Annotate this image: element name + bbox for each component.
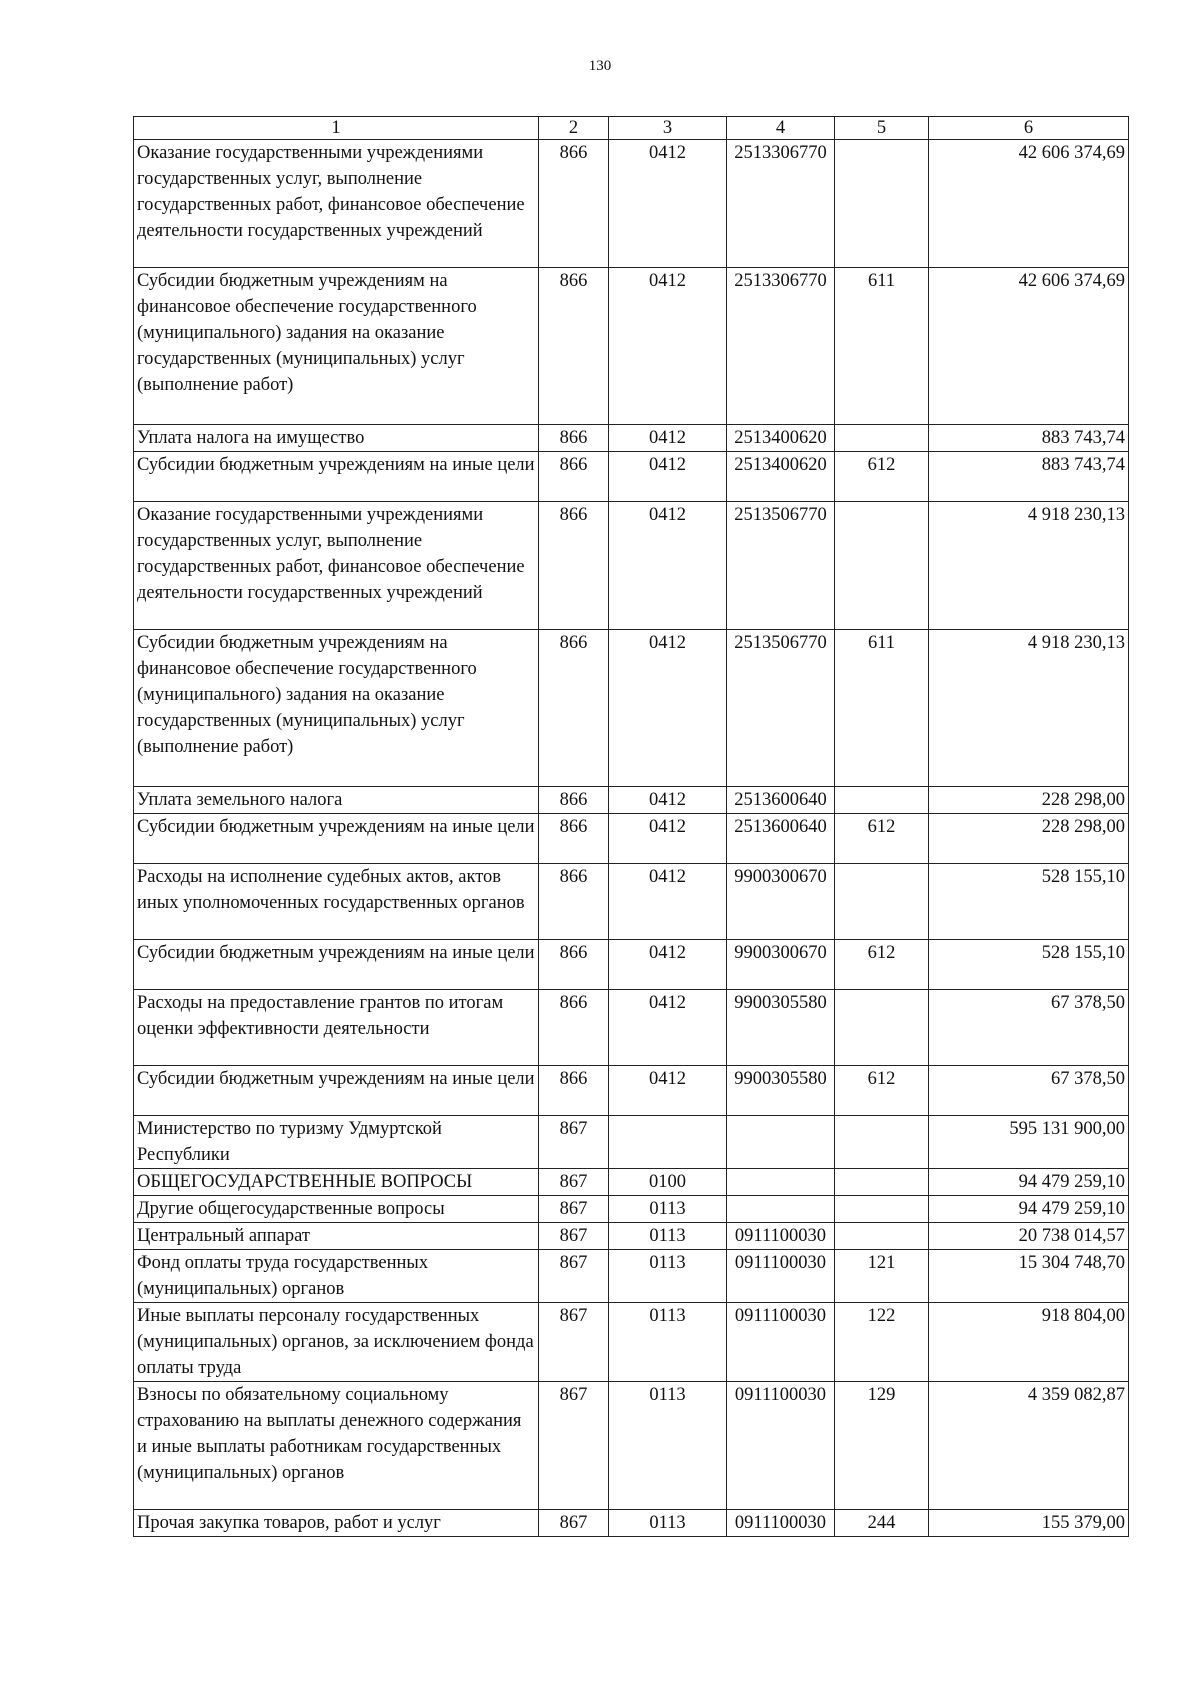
row-amount: 4 359 082,87 bbox=[929, 1382, 1129, 1510]
row-code-5: 611 bbox=[835, 268, 929, 425]
row-code-5: 612 bbox=[835, 452, 929, 502]
row-code-5: 244 bbox=[835, 1510, 929, 1537]
row-description: Субсидии бюджетным учреждениям на иные цели bbox=[134, 814, 539, 864]
row-amount: 883 743,74 bbox=[929, 452, 1129, 502]
row-code-3 bbox=[609, 1116, 727, 1169]
row-code-2: 866 bbox=[539, 425, 609, 452]
row-amount: 595 131 900,00 bbox=[929, 1116, 1129, 1169]
row-code-2: 866 bbox=[539, 814, 609, 864]
row-code-4: 0911100030 bbox=[727, 1250, 835, 1303]
row-code-5: 612 bbox=[835, 814, 929, 864]
row-description: Уплата налога на имущество bbox=[134, 425, 539, 452]
row-code-5: 612 bbox=[835, 940, 929, 990]
row-description: Субсидии бюджетным учреждениям на иные цели bbox=[134, 452, 539, 502]
table-row bbox=[134, 814, 1129, 864]
row-description: Оказание государственными учреждениями государственных услуг, выполнение государственных работ, финансовое обеспечение деятельности государственных учреждений bbox=[134, 140, 539, 268]
row-code-4: 2513306770 bbox=[727, 268, 835, 425]
row-code-3: 0113 bbox=[609, 1303, 727, 1382]
row-description: Оказание государственными учреждениями государственных услуг, выполнение государственных работ, финансовое обеспечение деятельности государственных учреждений bbox=[134, 502, 539, 630]
column-header: 4 bbox=[727, 117, 835, 140]
row-code-4 bbox=[727, 1169, 835, 1196]
table-row bbox=[134, 140, 1129, 268]
row-description: Иные выплаты персоналу государственных (муниципальных) органов, за исключением фонда оплаты труда bbox=[134, 1303, 539, 1382]
row-description: Субсидии бюджетным учреждениям на иные цели bbox=[134, 940, 539, 990]
row-code-3: 0113 bbox=[609, 1382, 727, 1510]
row-code-5 bbox=[835, 1116, 929, 1169]
row-code-2: 866 bbox=[539, 502, 609, 630]
table-row bbox=[134, 630, 1129, 787]
row-amount: 20 738 014,57 bbox=[929, 1223, 1129, 1250]
table-row bbox=[134, 864, 1129, 940]
row-code-2: 866 bbox=[539, 940, 609, 990]
row-code-4: 2513400620 bbox=[727, 452, 835, 502]
row-code-2: 866 bbox=[539, 630, 609, 787]
row-code-3: 0412 bbox=[609, 502, 727, 630]
table-row bbox=[134, 502, 1129, 630]
row-code-4: 0911100030 bbox=[727, 1223, 835, 1250]
row-description: Субсидии бюджетным учреждениям на иные цели bbox=[134, 1066, 539, 1116]
column-header: 6 bbox=[929, 117, 1129, 140]
column-header: 1 bbox=[134, 117, 539, 140]
row-code-4: 0911100030 bbox=[727, 1303, 835, 1382]
row-code-5: 612 bbox=[835, 1066, 929, 1116]
row-code-5: 121 bbox=[835, 1250, 929, 1303]
row-code-4: 2513600640 bbox=[727, 787, 835, 814]
row-code-3: 0412 bbox=[609, 814, 727, 864]
row-code-3: 0412 bbox=[609, 940, 727, 990]
row-description: Уплата земельного налога bbox=[134, 787, 539, 814]
row-code-4: 0911100030 bbox=[727, 1510, 835, 1537]
row-description: Расходы на предоставление грантов по итогам оценки эффективности деятельности bbox=[134, 990, 539, 1066]
table-row bbox=[134, 1250, 1129, 1303]
row-amount: 94 479 259,10 bbox=[929, 1196, 1129, 1223]
row-description: Центральный аппарат bbox=[134, 1223, 539, 1250]
row-code-2: 866 bbox=[539, 787, 609, 814]
row-code-4: 2513506770 bbox=[727, 502, 835, 630]
table-row bbox=[134, 1169, 1129, 1196]
row-code-4: 2513506770 bbox=[727, 630, 835, 787]
table-row bbox=[134, 1223, 1129, 1250]
row-code-3: 0412 bbox=[609, 1066, 727, 1116]
row-amount: 883 743,74 bbox=[929, 425, 1129, 452]
row-code-4: 9900305580 bbox=[727, 990, 835, 1066]
budget-table bbox=[133, 116, 1129, 1537]
row-code-2: 867 bbox=[539, 1116, 609, 1169]
row-code-2: 867 bbox=[539, 1250, 609, 1303]
table-row bbox=[134, 990, 1129, 1066]
row-description: Взносы по обязательному социальному страхованию на выплаты денежного содержания и иные выплаты работникам государственных (муниципальных) органов bbox=[134, 1382, 539, 1510]
row-code-4: 9900305580 bbox=[727, 1066, 835, 1116]
row-code-4: 2513400620 bbox=[727, 425, 835, 452]
row-amount: 15 304 748,70 bbox=[929, 1250, 1129, 1303]
row-description: Субсидии бюджетным учреждениям на финансовое обеспечение государственного (муниципального) задания на оказание государственных (муниципальных) услуг (выполнение работ) bbox=[134, 630, 539, 787]
row-amount: 42 606 374,69 bbox=[929, 140, 1129, 268]
row-code-5: 129 bbox=[835, 1382, 929, 1510]
row-code-2: 866 bbox=[539, 452, 609, 502]
row-code-5: 122 bbox=[835, 1303, 929, 1382]
row-amount: 67 378,50 bbox=[929, 1066, 1129, 1116]
row-code-5 bbox=[835, 864, 929, 940]
row-code-3: 0412 bbox=[609, 864, 727, 940]
row-amount: 155 379,00 bbox=[929, 1510, 1129, 1537]
row-code-4: 9900300670 bbox=[727, 940, 835, 990]
row-code-2: 866 bbox=[539, 864, 609, 940]
row-code-5 bbox=[835, 787, 929, 814]
table-row bbox=[134, 1303, 1129, 1382]
row-code-3: 0412 bbox=[609, 268, 727, 425]
row-amount: 528 155,10 bbox=[929, 940, 1129, 990]
table-row bbox=[134, 1066, 1129, 1116]
row-description: ОБЩЕГОСУДАРСТВЕННЫЕ ВОПРОСЫ bbox=[134, 1169, 539, 1196]
row-code-5 bbox=[835, 425, 929, 452]
row-code-2: 867 bbox=[539, 1510, 609, 1537]
row-code-2: 866 bbox=[539, 990, 609, 1066]
row-code-3: 0100 bbox=[609, 1169, 727, 1196]
row-amount: 4 918 230,13 bbox=[929, 630, 1129, 787]
row-code-2: 867 bbox=[539, 1382, 609, 1510]
row-code-3: 0412 bbox=[609, 630, 727, 787]
row-code-4: 2513306770 bbox=[727, 140, 835, 268]
row-description: Прочая закупка товаров, работ и услуг bbox=[134, 1510, 539, 1537]
row-code-3: 0412 bbox=[609, 787, 727, 814]
table-header-row bbox=[134, 117, 1129, 140]
row-amount: 4 918 230,13 bbox=[929, 502, 1129, 630]
row-code-2: 867 bbox=[539, 1169, 609, 1196]
row-amount: 42 606 374,69 bbox=[929, 268, 1129, 425]
row-code-5 bbox=[835, 1223, 929, 1250]
table-row bbox=[134, 452, 1129, 502]
row-code-4: 0911100030 bbox=[727, 1382, 835, 1510]
row-code-4 bbox=[727, 1196, 835, 1223]
row-amount: 528 155,10 bbox=[929, 864, 1129, 940]
row-code-3: 0113 bbox=[609, 1196, 727, 1223]
table-row bbox=[134, 268, 1129, 425]
row-code-5 bbox=[835, 1196, 929, 1223]
row-code-3: 0412 bbox=[609, 990, 727, 1066]
table-row bbox=[134, 1510, 1129, 1537]
table-row bbox=[134, 787, 1129, 814]
table-row bbox=[134, 1196, 1129, 1223]
row-description: Субсидии бюджетным учреждениям на финансовое обеспечение государственного (муниципального) задания на оказание государственных (муниципальных) услуг (выполнение работ) bbox=[134, 268, 539, 425]
table-row bbox=[134, 1382, 1129, 1510]
row-code-2: 867 bbox=[539, 1196, 609, 1223]
row-amount: 918 804,00 bbox=[929, 1303, 1129, 1382]
row-code-5 bbox=[835, 990, 929, 1066]
column-header: 3 bbox=[609, 117, 727, 140]
row-code-5: 611 bbox=[835, 630, 929, 787]
row-description: Другие общегосударственные вопросы bbox=[134, 1196, 539, 1223]
row-code-2: 867 bbox=[539, 1223, 609, 1250]
row-code-3: 0412 bbox=[609, 140, 727, 268]
row-amount: 67 378,50 bbox=[929, 990, 1129, 1066]
row-code-2: 866 bbox=[539, 1066, 609, 1116]
row-code-3: 0113 bbox=[609, 1250, 727, 1303]
row-code-5 bbox=[835, 1169, 929, 1196]
row-code-2: 866 bbox=[539, 140, 609, 268]
row-code-3: 0412 bbox=[609, 425, 727, 452]
table-body bbox=[134, 140, 1129, 1537]
row-code-4 bbox=[727, 1116, 835, 1169]
page-number: 130 bbox=[588, 58, 612, 74]
row-code-3: 0412 bbox=[609, 452, 727, 502]
row-description: Министерство по туризму Удмуртской Республики bbox=[134, 1116, 539, 1169]
row-code-3: 0113 bbox=[609, 1223, 727, 1250]
column-header: 2 bbox=[539, 117, 609, 140]
row-code-4: 9900300670 bbox=[727, 864, 835, 940]
table-row bbox=[134, 425, 1129, 452]
row-code-2: 866 bbox=[539, 268, 609, 425]
row-description: Расходы на исполнение судебных актов, актов иных уполномоченных государственных органов bbox=[134, 864, 539, 940]
row-code-5 bbox=[835, 140, 929, 268]
row-code-3: 0113 bbox=[609, 1510, 727, 1537]
row-amount: 228 298,00 bbox=[929, 787, 1129, 814]
row-amount: 228 298,00 bbox=[929, 814, 1129, 864]
column-header: 5 bbox=[835, 117, 929, 140]
row-code-2: 867 bbox=[539, 1303, 609, 1382]
row-code-5 bbox=[835, 502, 929, 630]
row-amount: 94 479 259,10 bbox=[929, 1169, 1129, 1196]
table-row bbox=[134, 1116, 1129, 1169]
row-description: Фонд оплаты труда государственных (муниципальных) органов bbox=[134, 1250, 539, 1303]
row-code-4: 2513600640 bbox=[727, 814, 835, 864]
table-row bbox=[134, 940, 1129, 990]
